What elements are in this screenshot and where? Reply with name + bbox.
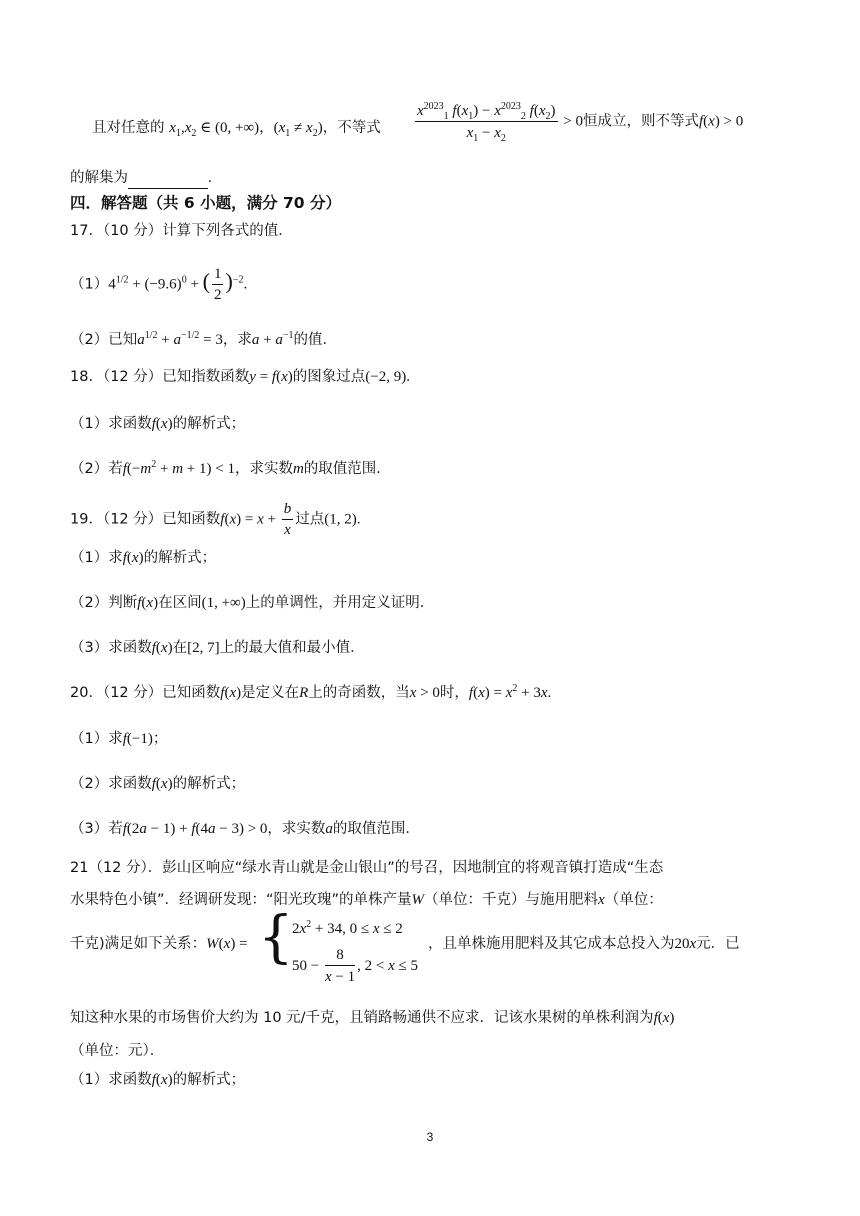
q21-line3-cost: ，且单株施用肥料及其它成本总投入为20x元．已 — [428, 936, 740, 952]
piecewise-brace: { — [258, 905, 294, 970]
q17-title: 17．（10 分）计算下列各式的值． — [70, 223, 293, 239]
q20-part2: （2）求函数f(x)的解析式； — [70, 776, 246, 792]
piecewise-case1: $2x^2 + 34$, 0 ≤ x ≤ 2 — [292, 919, 403, 937]
q18-title: 18．（12 分）已知指数函数y = f(x)的图象过点(−2, 9). — [70, 369, 410, 385]
q21-line4: 知这种水果的市场售价大约为 10 元/千克，且销路畅通供不应求．记该水果树的单株利润为f(x) — [70, 1010, 675, 1026]
q19-part3: （3）求函数f(x)在[2, 7]上的最大值和最小值． — [70, 640, 365, 656]
q21-line3: 千克)满足如下关系：W(x) = — [70, 936, 248, 952]
q20-part3: （3）若f(2a − 1) + f(4a − 3) > 0，求实数a的取值范围． — [70, 821, 420, 837]
piecewise-case2: 50 − $\frac{8}{x - 1}$ , 2 < x ≤ 5 — [292, 947, 418, 985]
section-heading: 四．解答题（共 6 小题，满分 70 分） — [70, 194, 341, 212]
q20-title: 20．（12 分）已知函数f(x)是定义在R上的奇函数，当x > 0时，$f(x) = x^2 + 3x$. — [70, 683, 552, 701]
q20-part1: （1）求f(−1)； — [70, 731, 168, 747]
q21-line2: 水果特色小镇”．经调研发现：“阳光玫瑰”的单株产量W（单位：千克）与施用肥料x（单位： — [70, 892, 663, 908]
q18-part2: （2）若$f(-m^2 + m + 1) < 1$，求实数m的取值范围． — [70, 459, 391, 477]
q19-part1: （1）求f(x)的解析式； — [70, 550, 217, 566]
q19-title: 19．（12 分）已知函数f(x) = x + $\frac{b}{x}$ 过点(1, 2). — [70, 501, 361, 538]
page-number: 3 — [426, 1130, 434, 1144]
inequality-fraction: $\frac{x^{2023}_1 f(x_1) - x^{2023}_2 f(x_2)}{x_1 - x_2}$ > 0恒成立，则不等式f(x) > 0 — [417, 101, 744, 144]
q21-line1: 21（12 分）．彭山区响应“绿水青山就是金山银山”的号召，因地制宜的将观音镇打造成“生态 — [70, 860, 664, 876]
q17-part2: （2）已知$a^{1/2} + a^{-1/2} = 3$，求$a + a^{-1}$的值． — [70, 330, 337, 348]
line-solution-blank: 的解集为 . — [70, 166, 212, 189]
line-condition: 且对任意的 $x_1,x_2$ ∈ (0, +∞)，$(x_1 \ne x_2)$，不等式 — [92, 120, 381, 139]
q18-part1: （1）求函数f(x)的解析式； — [70, 416, 246, 432]
q17-part1: $(1)4^{1/2} + (-9.6)^0$ + ( $\frac{1}{2}$ )$^{-2}$. — [70, 266, 248, 303]
q21-part1: （1）求函数f(x)的解析式； — [70, 1072, 246, 1088]
q21-line5: （单位：元）． — [70, 1043, 165, 1059]
answer-blank[interactable] — [128, 172, 208, 189]
q19-part2: （2）判断f(x)在区间(1, +∞)上的单调性，并用定义证明． — [70, 595, 435, 611]
